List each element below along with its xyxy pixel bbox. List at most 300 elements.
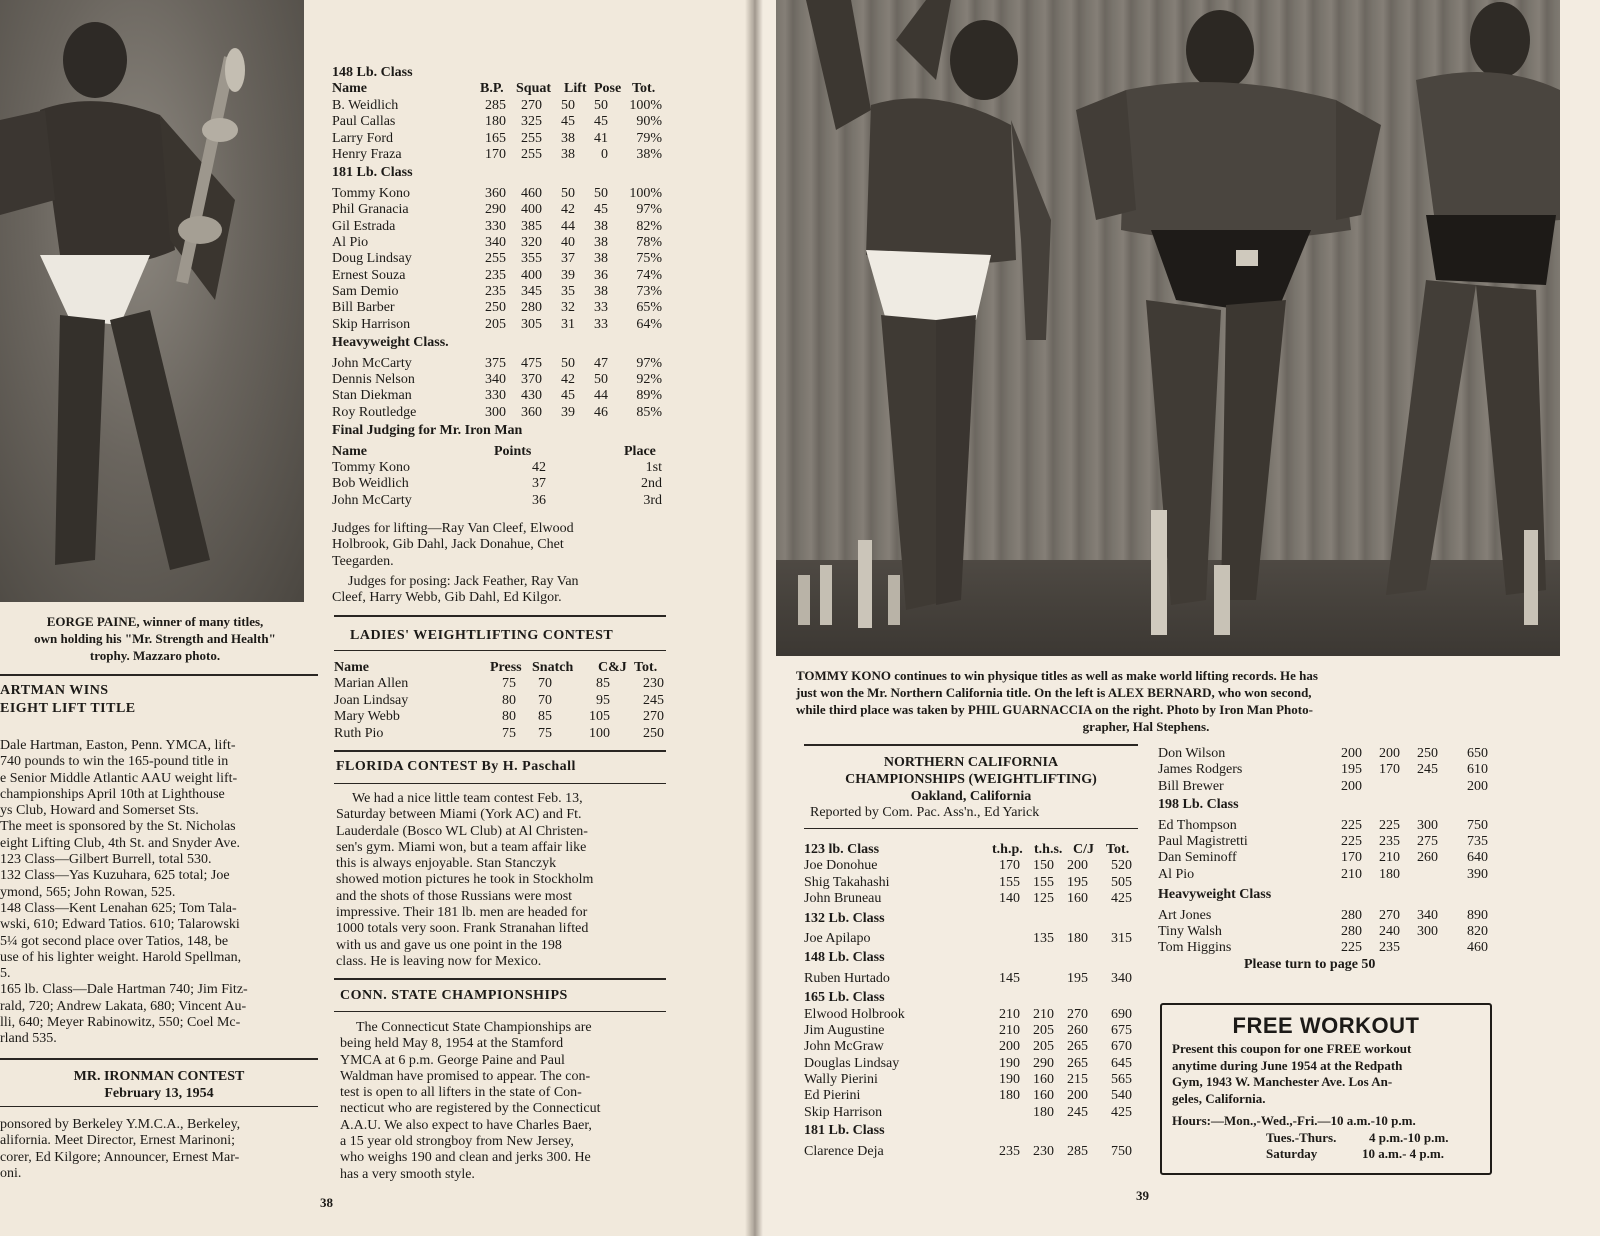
table-row xyxy=(804,1039,1138,1055)
cell-value: 35 xyxy=(561,284,575,300)
cell-name: Ed Pierini xyxy=(804,1088,861,1104)
text-line: CHAMPIONSHIPS (WEIGHTLIFTING) xyxy=(845,772,1097,787)
caption-line: TOMMY KONO continues to win physique titles as well as make world lifting records. He has xyxy=(796,668,1318,683)
photo-caption xyxy=(796,667,1496,735)
cell-name: John Bruneau xyxy=(804,891,882,907)
text-line: class. He is leaving now for Mexico. xyxy=(336,953,542,969)
cell-value: 330 xyxy=(485,388,506,404)
cell-name: Al Pio xyxy=(332,234,369,250)
cell-value: 50 xyxy=(594,97,608,113)
table-row xyxy=(332,186,666,202)
cell-value: 50 xyxy=(561,97,575,113)
cell-value: 300 xyxy=(1417,923,1438,939)
cell-name: John McCarty xyxy=(332,355,412,371)
turn-page-note xyxy=(1158,957,1498,973)
cell-name: Dennis Nelson xyxy=(332,372,415,388)
cell-value: 200 xyxy=(1467,778,1488,794)
cell-value: 225 xyxy=(1341,940,1362,956)
cell-value: 200 xyxy=(1067,858,1088,874)
text-line: We had a nice little team contest Feb. 13, xyxy=(352,791,583,806)
cell-value: 240 xyxy=(1379,923,1400,939)
cell-value: 100% xyxy=(629,185,662,201)
cell-value: 205 xyxy=(1033,1039,1054,1055)
hartman-heading xyxy=(0,683,136,717)
coupon-title: FREE WORKOUT xyxy=(1232,1013,1420,1038)
cell-name: Don Wilson xyxy=(1158,746,1226,761)
cell-value: 210 xyxy=(999,1022,1020,1038)
divider xyxy=(334,615,666,617)
divider xyxy=(804,744,1138,746)
text-line: 740 pounds to win the 165-pound title in xyxy=(0,754,229,770)
text-line: Tot. xyxy=(634,660,658,675)
text-line: C&J xyxy=(598,660,627,675)
text-line: February 13, 1954 xyxy=(104,1086,214,1101)
cell-name: Elwood Holbrook xyxy=(804,1006,905,1022)
table-row xyxy=(334,676,666,692)
cell-value: 255 xyxy=(521,130,542,146)
table-row xyxy=(332,300,666,316)
cell-value: 42 xyxy=(561,202,575,218)
cell-value: 235 xyxy=(485,267,506,283)
cell-name: Paul Magistretti xyxy=(1158,833,1248,849)
table-row xyxy=(332,98,666,114)
text-line: 165 Lb. Class xyxy=(804,990,885,1006)
class-title xyxy=(804,950,1138,966)
cell-value: 300 xyxy=(485,404,506,420)
cell-value: 165 xyxy=(485,130,506,146)
table-row xyxy=(1158,834,1498,850)
class-title xyxy=(1158,797,1498,813)
cell-name: Art Jones xyxy=(1158,907,1212,923)
cell-value: 505 xyxy=(1111,874,1132,890)
right-page xyxy=(752,0,1600,1236)
text-line: Please turn to page 50 xyxy=(1244,956,1376,972)
cell-value: 565 xyxy=(1111,1072,1132,1088)
table-row xyxy=(332,356,666,372)
text-line: t.h.p. xyxy=(992,842,1023,857)
text-line: e Senior Middle Atlantic AAU weight lift- xyxy=(0,770,238,786)
text-line: Tot. xyxy=(632,81,656,97)
cell-name: Bob Weidlich xyxy=(332,476,409,492)
text-line: Name xyxy=(332,443,367,459)
cell-value: 225 xyxy=(1341,817,1362,833)
text-line: 123 Class—Gilbert Burrell, total 530. xyxy=(0,852,212,868)
norcal-reported: Reported by Com. Pac. Ass'n., Ed Yarick xyxy=(810,805,1040,820)
cell-value: 170 xyxy=(1341,850,1362,866)
cell-value: 160 xyxy=(1033,1072,1054,1088)
text-line: 132 Class—Yas Kuzuhara, 625 total; Joe xyxy=(0,868,230,884)
cell-value: 97% xyxy=(636,355,662,371)
florida-heading: FLORIDA CONTEST By H. Paschall xyxy=(336,759,576,774)
text-line: 148 Lb. Class xyxy=(804,950,885,966)
cell-name: Gil Estrada xyxy=(332,218,396,234)
table-row xyxy=(1158,779,1498,795)
cell-value: 46 xyxy=(594,404,608,420)
cell-value: 735 xyxy=(1467,833,1488,849)
cell-value: 80 xyxy=(502,692,516,708)
cell-value: 1st xyxy=(645,459,662,475)
cell-value: 45 xyxy=(561,388,575,404)
cell-value: 235 xyxy=(999,1143,1020,1159)
cell-value: 150 xyxy=(1033,858,1054,874)
caption-line: EORGE PAINE, winner of many titles, xyxy=(46,614,264,629)
text-line: A.A.U. We also expect to have Charles Baer, xyxy=(340,1117,592,1133)
cell-value: 45 xyxy=(594,114,608,130)
cell-name: Mary Webb xyxy=(334,709,400,725)
text-line: 198 Lb. Class xyxy=(1158,797,1239,813)
cell-value: 195 xyxy=(1067,970,1088,986)
text-line: 1000 totals very soon. Frank Stranahan lifted xyxy=(336,921,589,937)
text-line: necticut who are registered by the Connecticut xyxy=(340,1101,601,1117)
table-row xyxy=(804,1144,1138,1160)
text-line: corer, Ed Kilgore; Announcer, Ernest Mar- xyxy=(0,1149,240,1165)
cell-value: 180 xyxy=(1067,930,1088,946)
cell-value: 105 xyxy=(589,709,610,725)
cell-value: 73% xyxy=(636,284,662,300)
cell-name: Tommy Kono xyxy=(332,185,410,201)
cell-value: 340 xyxy=(1417,907,1438,923)
cell-name: Ruth Pio xyxy=(334,725,384,741)
cell-value: 95 xyxy=(596,692,610,708)
table-row xyxy=(1158,746,1498,762)
table-row xyxy=(804,1105,1138,1121)
cell-value: 475 xyxy=(521,355,542,371)
cell-value: 75 xyxy=(502,725,516,741)
text-line: Tot. xyxy=(1106,842,1130,857)
table-row xyxy=(804,858,1138,874)
cell-value: 270 xyxy=(521,97,542,113)
cell-value: 520 xyxy=(1111,858,1132,874)
cell-value: 37 xyxy=(532,476,546,492)
norcal-table-col1 xyxy=(804,842,1138,1160)
text-line: geles, California. xyxy=(1172,1090,1266,1106)
cell-value: 0 xyxy=(601,146,608,162)
cell-name: Shig Takahashi xyxy=(804,874,890,890)
cell-value: 430 xyxy=(521,388,542,404)
text-line: Place xyxy=(624,443,656,459)
text-line: with us and gave us one point in the 198 xyxy=(336,937,562,953)
cell-value: 210 xyxy=(1379,850,1400,866)
cell-value: 275 xyxy=(1417,833,1438,849)
cell-name: Ernest Souza xyxy=(332,267,406,283)
cell-name: Roy Routledge xyxy=(332,404,417,420)
cell-name: Tiny Walsh xyxy=(1158,923,1222,939)
ironman-article xyxy=(0,1117,318,1182)
text-line: Squat xyxy=(516,81,552,97)
table-row xyxy=(334,726,666,742)
cell-value: 38 xyxy=(561,130,575,146)
cell-value: 82% xyxy=(636,218,662,234)
cell-value: 50 xyxy=(594,185,608,201)
caption-line: own holding his "Mr. Strength and Health" xyxy=(34,631,276,646)
cell-value: 100 xyxy=(589,725,610,741)
table-row xyxy=(332,372,666,388)
cell-value: 670 xyxy=(1111,1039,1132,1055)
cell-name: Al Pio xyxy=(1158,866,1195,882)
cell-value: 44 xyxy=(561,218,575,234)
text-line: rald, 720; Andrew Lakata, 680; Vincent Au- xyxy=(0,998,247,1014)
text-line: use of his lighter weight. Harold Spellman, xyxy=(0,949,242,965)
cell-value: 330 xyxy=(485,218,506,234)
cell-value: 285 xyxy=(1067,1143,1088,1159)
cell-name: Clarence Deja xyxy=(804,1143,884,1159)
table-row xyxy=(332,235,666,251)
cell-value: 79% xyxy=(636,130,662,146)
text-line: Name xyxy=(334,660,369,675)
cell-value: 200 xyxy=(1067,1088,1088,1104)
table-row xyxy=(1158,762,1498,778)
cell-name: Joe Donohue xyxy=(804,858,878,874)
cell-value: 425 xyxy=(1111,1104,1132,1120)
text-line: 5¼ got second place over Tatios, 148, be xyxy=(0,933,229,949)
text-line: championships April 10th at Lighthouse xyxy=(0,786,225,802)
cell-value: 200 xyxy=(1379,746,1400,761)
cell-value: 125 xyxy=(1033,891,1054,907)
cell-value: 230 xyxy=(643,676,664,692)
cell-value: 190 xyxy=(999,1055,1020,1071)
divider xyxy=(0,1106,318,1107)
text-line: B.P. xyxy=(480,81,504,97)
text-line: showed motion pictures he took in Stockholm xyxy=(336,872,594,888)
cell-value: 250 xyxy=(643,725,664,741)
table-row xyxy=(1158,908,1498,924)
cell-value: 39 xyxy=(561,267,575,283)
cell-value: 265 xyxy=(1067,1039,1088,1055)
table-row xyxy=(334,709,666,725)
cell-value: 85 xyxy=(596,676,610,692)
cell-value: 375 xyxy=(485,355,506,371)
cell-value: 92% xyxy=(636,372,662,388)
cell-value: 39 xyxy=(561,404,575,420)
divider xyxy=(0,1058,318,1060)
cell-value: 36 xyxy=(532,492,546,508)
cell-value: 44 xyxy=(594,388,608,404)
cell-name: Bill Brewer xyxy=(1158,778,1224,794)
cell-value: 460 xyxy=(1467,940,1488,956)
text-line: Cleef, Harry Webb, Gib Dahl, Ed Kilgor. xyxy=(332,590,562,606)
text-line: t.h.s. xyxy=(1034,842,1063,857)
judges-lifting xyxy=(332,521,664,570)
cell-name: Joe Apilapo xyxy=(804,930,871,946)
cell-value: 160 xyxy=(1067,891,1088,907)
cell-value: 75% xyxy=(636,251,662,267)
caption-line: grapher, Hal Stephens. xyxy=(1082,719,1210,734)
cell-value: 170 xyxy=(485,146,506,162)
cell-value: 38 xyxy=(594,218,608,234)
cell-value: 400 xyxy=(521,202,542,218)
cell-value: 305 xyxy=(521,316,542,332)
cell-value: 42 xyxy=(561,372,575,388)
cell-value: 70 xyxy=(538,676,552,692)
cell-value: 675 xyxy=(1111,1022,1132,1038)
cell-value: 31 xyxy=(561,316,575,332)
cell-value: 38 xyxy=(594,284,608,300)
cell-value: 155 xyxy=(999,874,1020,890)
table-row xyxy=(332,251,666,267)
divider xyxy=(334,783,666,784)
text-line: Dale Hartman, Easton, Penn. YMCA, lift- xyxy=(0,738,236,753)
table-row xyxy=(804,875,1138,891)
cell-name: Skip Harrison xyxy=(332,316,411,332)
cell-value: 33 xyxy=(594,316,608,332)
table-row xyxy=(332,147,666,163)
cell-value: 280 xyxy=(1341,907,1362,923)
text-line: wski, 610; Edward Tatios. 610; Talarowski xyxy=(0,917,240,933)
text-line: 132 Lb. Class xyxy=(804,910,885,926)
cell-value: 290 xyxy=(1033,1055,1054,1071)
table-row xyxy=(804,1088,1138,1104)
cell-value: 37 xyxy=(561,251,575,267)
cell-value: 180 xyxy=(1379,866,1400,882)
cell-value: 385 xyxy=(521,218,542,234)
text-line: ys Club, Howard and Somerset Sts. xyxy=(0,803,199,819)
cell-value: 140 xyxy=(999,891,1020,907)
table-row xyxy=(1158,940,1498,956)
text-line: anytime during June 1954 at the Redpath xyxy=(1172,1057,1403,1073)
class-title xyxy=(804,911,1138,927)
cell-name: Tom Higgins xyxy=(1158,940,1232,956)
table-row xyxy=(332,405,666,421)
text-line: 181 Lb. Class xyxy=(332,165,413,181)
text-line: Judges for posing: Jack Feather, Ray Van xyxy=(348,574,579,589)
cell-value: 400 xyxy=(521,267,542,283)
ironman-heading xyxy=(0,1069,318,1102)
text-line: The meet is sponsored by the St. Nicholas xyxy=(0,819,236,835)
page-number: 39 xyxy=(1136,1188,1149,1203)
cell-value: 85 xyxy=(538,709,552,725)
text-line: ymond, 565; John Rowan, 525. xyxy=(0,884,176,900)
text-line: Saturday xyxy=(1266,1146,1318,1161)
divider xyxy=(334,1011,666,1012)
cell-value: 315 xyxy=(1111,930,1132,946)
text-line: alifornia. Meet Director, Ernest Marinoni; xyxy=(0,1133,236,1149)
cell-value: 200 xyxy=(999,1039,1020,1055)
text-line: Saturday between Miami (York AC) and Ft. xyxy=(336,807,582,823)
cell-value: 145 xyxy=(999,970,1020,986)
divider xyxy=(804,828,1138,829)
cell-name: Jim Augustine xyxy=(804,1022,885,1038)
cell-value: 2nd xyxy=(641,476,662,492)
table-row xyxy=(804,971,1138,987)
cell-value: 200 xyxy=(1341,778,1362,794)
final-header xyxy=(332,444,666,460)
text-line: 123 lb. Class xyxy=(804,842,880,857)
cell-value: 325 xyxy=(521,114,542,130)
cell-name: Henry Fraza xyxy=(332,146,402,162)
cell-value: 38 xyxy=(594,251,608,267)
table-row xyxy=(804,1007,1138,1023)
text-line: Teegarden. xyxy=(332,553,394,569)
cell-value: 32 xyxy=(561,300,575,316)
text-line: 148 Class—Kent Lenahan 625; Tom Tala- xyxy=(0,900,237,916)
cell-value: 255 xyxy=(485,251,506,267)
free-workout-coupon[interactable] xyxy=(1160,1003,1492,1175)
cell-value: 890 xyxy=(1467,907,1488,923)
cell-value: 70 xyxy=(538,692,552,708)
cell-value: 235 xyxy=(485,284,506,300)
cell-value: 78% xyxy=(636,234,662,250)
cell-value: 245 xyxy=(643,692,664,708)
cell-value: 75 xyxy=(538,725,552,741)
table-row xyxy=(332,268,666,284)
table-row xyxy=(332,476,666,492)
cell-value: 250 xyxy=(1417,746,1438,761)
text-line: Present this coupon for one FREE workout xyxy=(1172,1041,1412,1056)
table-row xyxy=(332,317,666,333)
cell-value: 280 xyxy=(1341,923,1362,939)
table-row xyxy=(332,284,666,300)
cell-value: 210 xyxy=(999,1006,1020,1022)
cell-value: 540 xyxy=(1111,1088,1132,1104)
cell-value: 38 xyxy=(594,234,608,250)
text-line: Holbrook, Gib Dahl, Jack Donahue, Chet xyxy=(332,537,564,553)
cell-value: 50 xyxy=(594,372,608,388)
cell-value: 38% xyxy=(636,146,662,162)
text-line: NORTHERN CALIFORNIA xyxy=(883,755,1059,770)
cell-value: 260 xyxy=(1067,1022,1088,1038)
text-line: YMCA at 6 p.m. George Paine and Paul xyxy=(340,1052,565,1068)
cell-value: 225 xyxy=(1341,833,1362,849)
cell-value: 250 xyxy=(485,300,506,316)
cell-name: Douglas Lindsay xyxy=(804,1055,900,1071)
cell-name: B. Weidlich xyxy=(332,97,399,113)
table-row xyxy=(332,131,666,147)
norcal-table-col2 xyxy=(1158,746,1498,973)
cell-value: 89% xyxy=(636,388,662,404)
text-line: Waldman have promised to appear. The con- xyxy=(340,1068,591,1084)
cell-name: Stan Diekman xyxy=(332,388,412,404)
cell-value: 265 xyxy=(1067,1055,1088,1071)
table-row xyxy=(332,493,666,509)
cell-value: 235 xyxy=(1379,833,1400,849)
text-line: EIGHT LIFT TITLE xyxy=(0,701,136,716)
cell-value: 50 xyxy=(561,355,575,371)
cell-value: 225 xyxy=(1379,817,1400,833)
table-row xyxy=(332,219,666,235)
cell-value: 650 xyxy=(1467,746,1488,761)
text-line: Points xyxy=(494,443,532,459)
cell-value: 340 xyxy=(485,234,506,250)
divider xyxy=(334,750,666,752)
cell-value: 50 xyxy=(561,185,575,201)
table-header xyxy=(332,81,666,97)
table-row xyxy=(332,388,666,404)
conn-heading: CONN. STATE CHAMPIONSHIPS xyxy=(340,988,568,1003)
cell-value: 85% xyxy=(636,404,662,420)
text-line: has a very smooth style. xyxy=(340,1166,475,1182)
class-title xyxy=(332,65,666,81)
divider xyxy=(334,978,666,980)
text-line: Heavyweight Class. xyxy=(332,335,449,351)
cell-value: 245 xyxy=(1417,762,1438,778)
text-line: rland 535. xyxy=(0,1031,57,1047)
cell-name: John McGraw xyxy=(804,1039,884,1055)
cell-value: 300 xyxy=(1417,817,1438,833)
cell-value: 360 xyxy=(485,185,506,201)
text-line: ponsored by Berkeley Y.M.C.A., Berkeley, xyxy=(0,1117,241,1132)
cell-value: 355 xyxy=(521,251,542,267)
cell-value: 370 xyxy=(521,372,542,388)
cell-value: 205 xyxy=(1033,1022,1054,1038)
cell-value: 90% xyxy=(636,114,662,130)
page-gutter xyxy=(745,0,763,1236)
cell-name: John McCarty xyxy=(332,492,412,508)
table-row xyxy=(1158,818,1498,834)
photo-caption xyxy=(0,613,310,664)
text-line: Final Judging for Mr. Iron Man xyxy=(332,423,523,439)
cell-value: 210 xyxy=(1033,1006,1054,1022)
text-line: 148 Lb. Class xyxy=(332,65,413,80)
